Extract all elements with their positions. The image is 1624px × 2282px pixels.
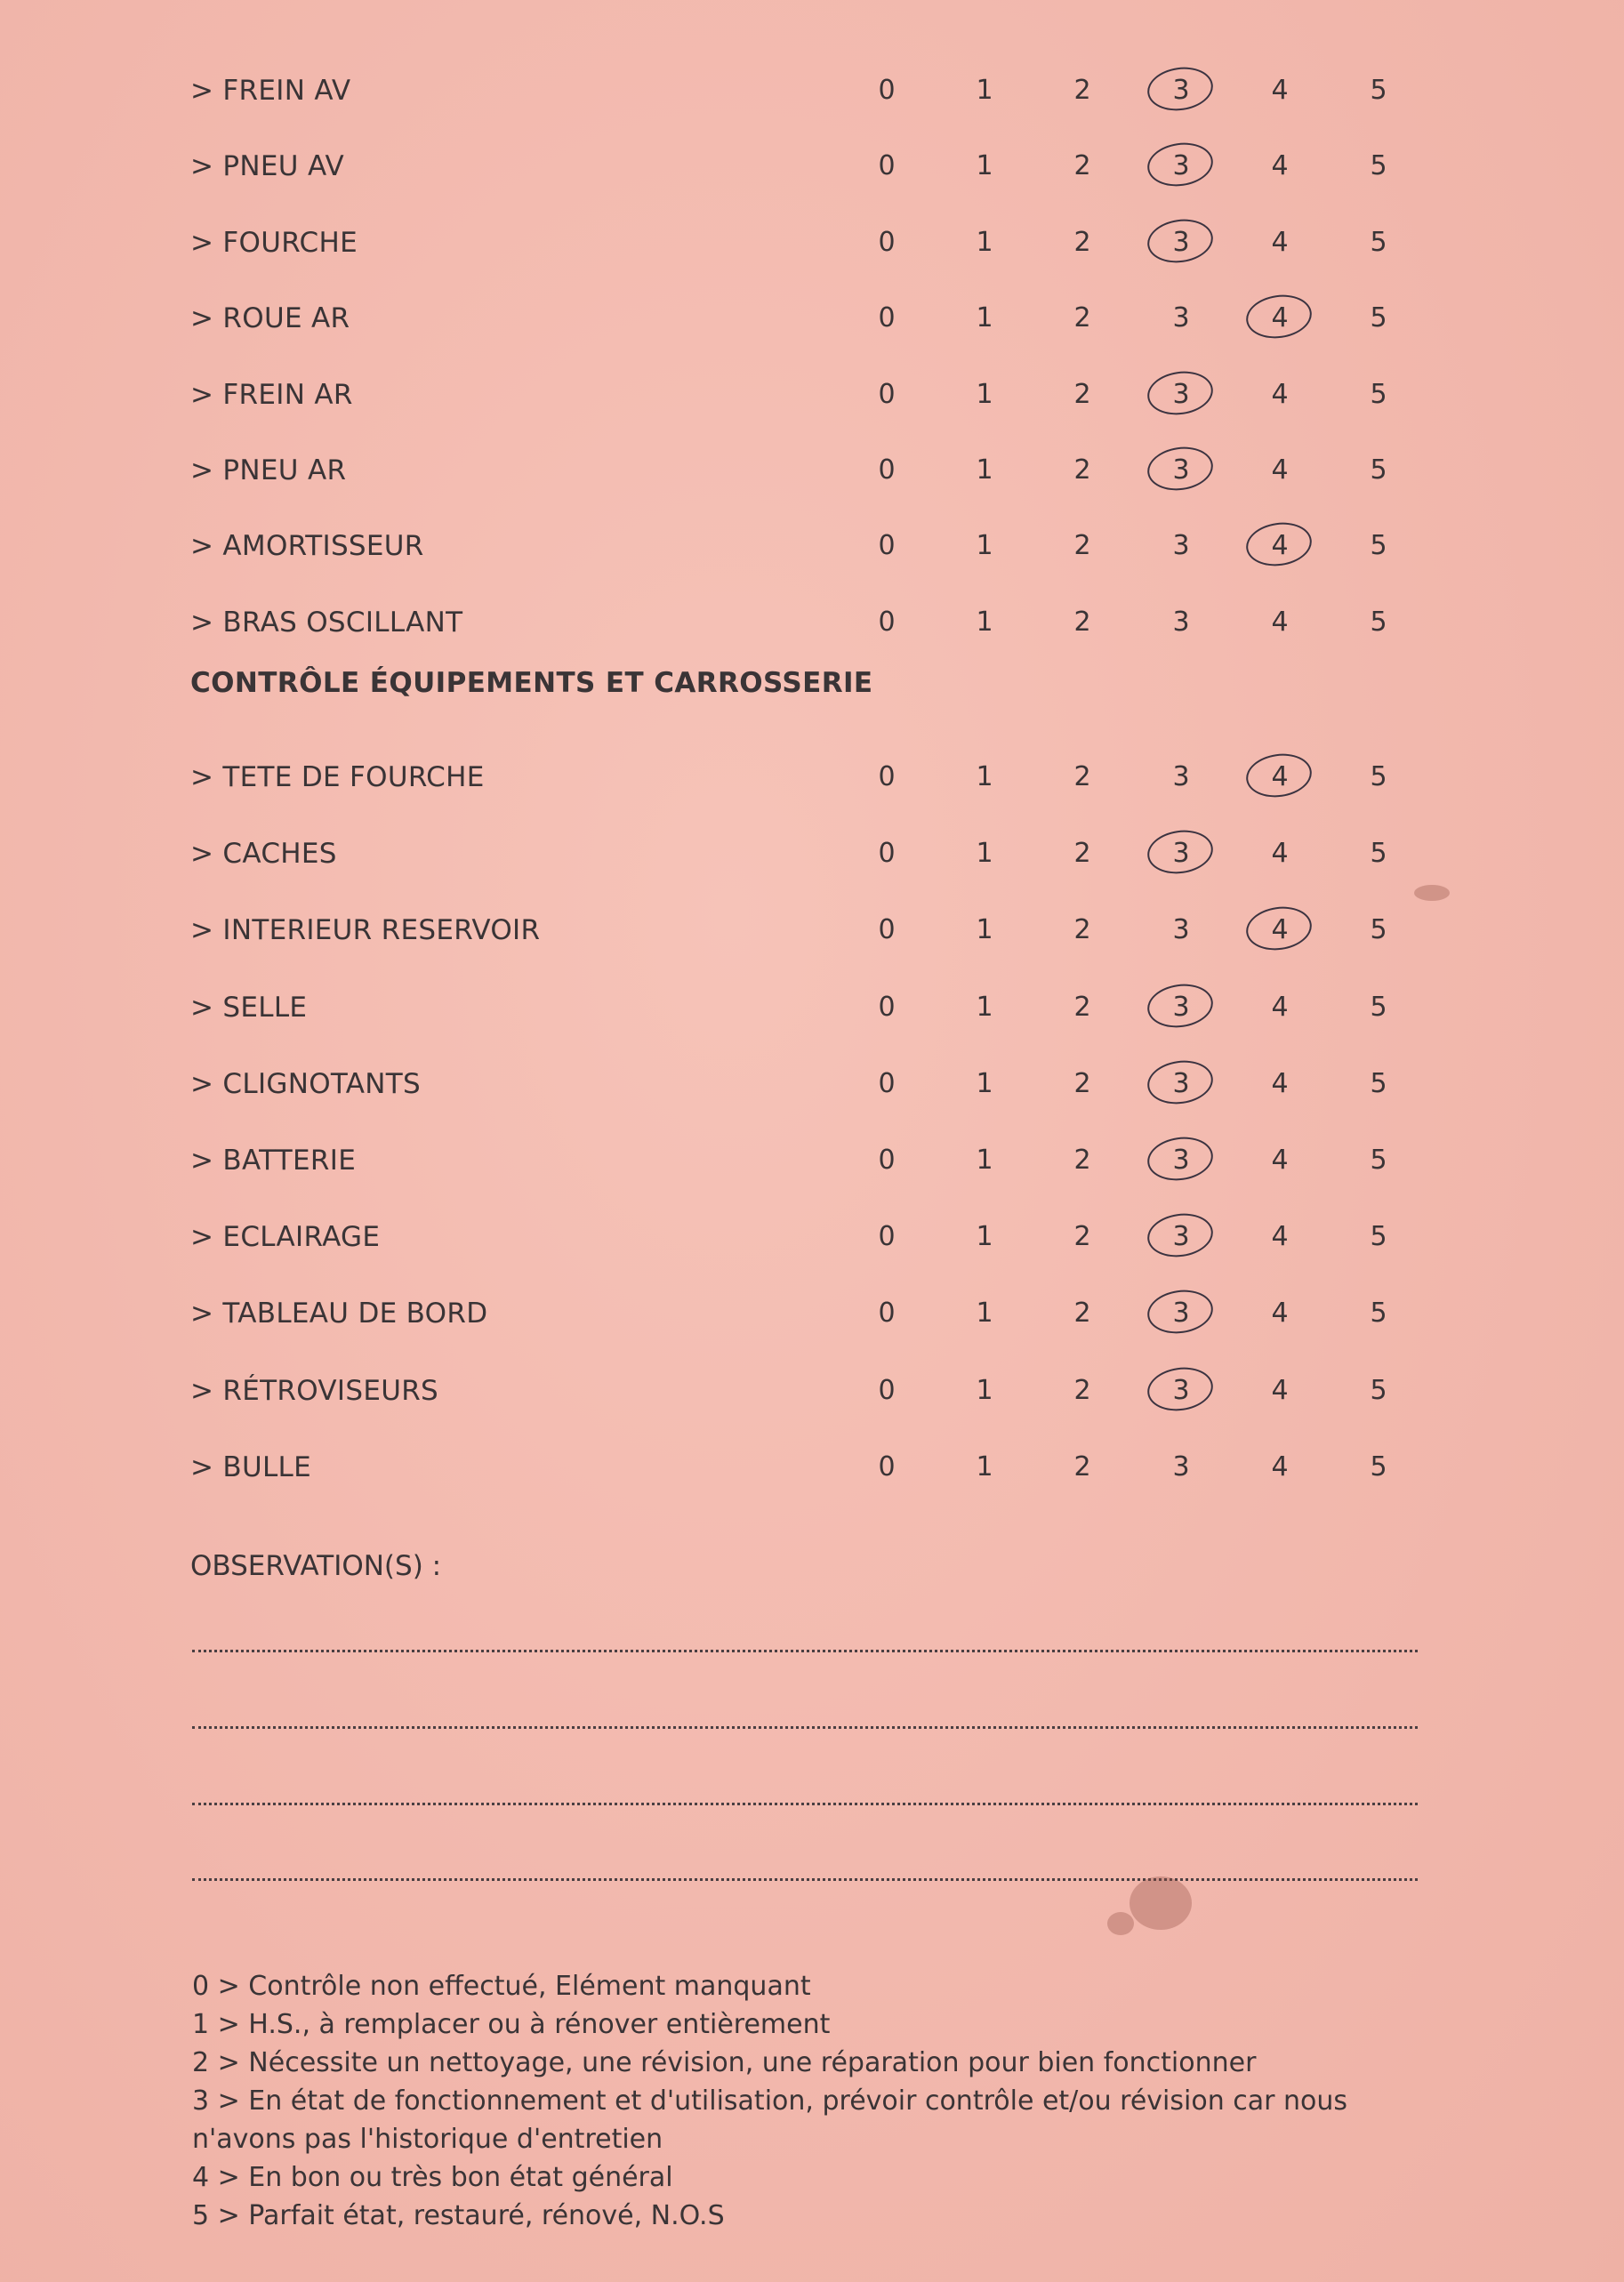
legend-item: 1 > H.S., à remplacer ou à rénover entièrement	[192, 2009, 831, 2040]
score-option-0[interactable]: 0	[878, 530, 896, 562]
score-option-5[interactable]: 5	[1370, 1221, 1387, 1253]
score-option-2[interactable]: 2	[1073, 1450, 1091, 1482]
score-option-5[interactable]: 5	[1370, 914, 1387, 946]
legend-item: 3 > En état de fonctionnement et d'utilisation, prévoir contrôle et/ou révision car nous n'avons pas l'historique d'entretien	[192, 2085, 1348, 2155]
score-option-0[interactable]: 0	[878, 1221, 896, 1253]
checklist-row	[0, 438, 1624, 501]
score-option-2[interactable]: 2	[1073, 1374, 1091, 1406]
score-option-0[interactable]: 0	[878, 1145, 896, 1176]
checklist-row	[0, 134, 1624, 197]
score-option-1[interactable]: 1	[976, 1067, 993, 1099]
score-option-0[interactable]: 0	[878, 1374, 896, 1406]
score-option-0[interactable]: 0	[878, 454, 896, 486]
score-option-2[interactable]: 2	[1073, 302, 1091, 334]
score-option-4[interactable]: 4	[1253, 761, 1306, 792]
score-option-0[interactable]: 0	[878, 378, 896, 410]
score-option-3[interactable]: 3	[1154, 379, 1208, 410]
score-option-4[interactable]: 4	[1253, 302, 1306, 333]
checklist-item-label: > ECLAIRAGE	[190, 1221, 381, 1254]
checklist-item-label: > PNEU AR	[190, 454, 347, 486]
score-option-3[interactable]: 3	[1154, 227, 1208, 258]
score-option-2[interactable]: 2	[1073, 761, 1091, 792]
score-option-0[interactable]: 0	[878, 1067, 896, 1099]
score-option-0[interactable]: 0	[878, 226, 896, 258]
score-option-4[interactable]: 4	[1271, 1221, 1289, 1253]
checklist-row	[0, 1359, 1624, 1421]
checklist-item-label: > CACHES	[190, 838, 337, 871]
score-option-2[interactable]: 2	[1073, 226, 1091, 258]
score-option-1[interactable]: 1	[976, 530, 993, 562]
observation-line[interactable]	[192, 1803, 1418, 1805]
score-option-5[interactable]: 5	[1370, 606, 1387, 638]
score-option-1[interactable]: 1	[976, 761, 993, 792]
score-option-3[interactable]: 3	[1172, 761, 1190, 792]
checklist-row	[0, 1129, 1624, 1191]
score-option-3[interactable]: 3	[1154, 75, 1208, 106]
score-option-4[interactable]: 4	[1271, 606, 1289, 638]
checklist-item-label: > FREIN AR	[190, 378, 353, 411]
section-title: CONTRÔLE ÉQUIPEMENTS ET CARROSSERIE	[190, 667, 873, 699]
checklist-row	[0, 1205, 1624, 1267]
score-option-3[interactable]: 3	[1172, 530, 1190, 562]
score-option-0[interactable]: 0	[878, 838, 896, 870]
score-option-5[interactable]: 5	[1370, 302, 1387, 334]
checklist-item-label: > RÉTROVISEURS	[190, 1374, 439, 1407]
score-option-5[interactable]: 5	[1370, 226, 1387, 258]
score-option-1[interactable]: 1	[976, 1221, 993, 1253]
score-option-4[interactable]: 4	[1271, 75, 1289, 106]
score-option-0[interactable]: 0	[878, 914, 896, 946]
score-option-4[interactable]: 4	[1271, 226, 1289, 258]
score-option-1[interactable]: 1	[976, 150, 993, 182]
score-option-2[interactable]: 2	[1073, 1298, 1091, 1330]
checklist-row	[0, 59, 1624, 121]
score-option-0[interactable]: 0	[878, 1450, 896, 1482]
score-option-4[interactable]: 4	[1271, 991, 1289, 1023]
score-option-1[interactable]: 1	[976, 226, 993, 258]
score-option-3[interactable]: 3	[1154, 1068, 1208, 1099]
score-option-2[interactable]: 2	[1073, 1067, 1091, 1099]
score-option-5[interactable]: 5	[1370, 75, 1387, 106]
score-option-5[interactable]: 5	[1370, 1298, 1387, 1330]
score-option-3[interactable]: 3	[1154, 1221, 1208, 1252]
checklist-item-label: > BATTERIE	[190, 1145, 357, 1177]
score-option-0[interactable]: 0	[878, 1298, 896, 1330]
checklist-item-label: > CLIGNOTANTS	[190, 1067, 421, 1100]
ink-stain	[1130, 1876, 1192, 1930]
score-option-5[interactable]: 5	[1370, 1145, 1387, 1176]
checklist-row	[0, 745, 1624, 808]
ink-stain	[1414, 885, 1450, 901]
checklist-item-label: > FOURCHE	[190, 226, 358, 259]
legend-item: 5 > Parfait état, restauré, rénové, N.O.S	[192, 2200, 725, 2231]
score-option-0[interactable]: 0	[878, 606, 896, 638]
observation-line[interactable]	[192, 1650, 1418, 1652]
score-option-2[interactable]: 2	[1073, 991, 1091, 1023]
score-option-5[interactable]: 5	[1370, 991, 1387, 1023]
score-option-5[interactable]: 5	[1370, 1374, 1387, 1406]
checklist-row	[0, 211, 1624, 273]
score-option-0[interactable]: 0	[878, 75, 896, 106]
score-option-4[interactable]: 4	[1253, 530, 1306, 561]
score-option-5[interactable]: 5	[1370, 1450, 1387, 1482]
score-option-1[interactable]: 1	[976, 1298, 993, 1330]
score-option-2[interactable]: 2	[1073, 606, 1091, 638]
score-option-3[interactable]: 3	[1172, 302, 1190, 334]
score-option-0[interactable]: 0	[878, 150, 896, 182]
score-option-5[interactable]: 5	[1370, 454, 1387, 486]
legend-item: 2 > Nécessite un nettoyage, une révision, une réparation pour bien fonctionner	[192, 2047, 1257, 2078]
score-option-2[interactable]: 2	[1073, 1145, 1091, 1176]
score-option-4[interactable]: 4	[1253, 914, 1306, 945]
checklist-item-label: > AMORTISSEUR	[190, 530, 424, 563]
ink-stain	[1107, 1912, 1134, 1935]
score-option-1[interactable]: 1	[976, 1374, 993, 1406]
score-option-2[interactable]: 2	[1073, 378, 1091, 410]
score-option-3[interactable]: 3	[1172, 1450, 1190, 1482]
score-option-4[interactable]: 4	[1271, 1450, 1289, 1482]
checklist-item-label: > BULLE	[190, 1450, 312, 1483]
score-option-1[interactable]: 1	[976, 838, 993, 870]
score-option-4[interactable]: 4	[1271, 150, 1289, 182]
score-option-0[interactable]: 0	[878, 761, 896, 792]
score-option-2[interactable]: 2	[1073, 838, 1091, 870]
observation-line[interactable]	[192, 1878, 1418, 1881]
checklist-row	[0, 976, 1624, 1038]
checklist-item-label: > INTERIEUR RESERVOIR	[190, 914, 541, 947]
checklist-row	[0, 822, 1624, 884]
score-option-3[interactable]: 3	[1154, 1375, 1208, 1406]
checklist-item-label: > PNEU AV	[190, 150, 344, 183]
score-option-1[interactable]: 1	[976, 991, 993, 1023]
score-option-2[interactable]: 2	[1073, 75, 1091, 106]
score-option-5[interactable]: 5	[1370, 761, 1387, 792]
score-option-1[interactable]: 1	[976, 1145, 993, 1176]
checklist-row	[0, 591, 1624, 653]
score-option-4[interactable]: 4	[1271, 378, 1289, 410]
checklist-item-label: > TETE DE FOURCHE	[190, 761, 485, 793]
score-option-3[interactable]: 3	[1154, 838, 1208, 869]
score-option-5[interactable]: 5	[1370, 1067, 1387, 1099]
score-option-3[interactable]: 3	[1172, 606, 1190, 638]
score-option-4[interactable]: 4	[1271, 1374, 1289, 1406]
score-option-2[interactable]: 2	[1073, 150, 1091, 182]
score-option-3[interactable]: 3	[1172, 914, 1190, 946]
checklist-row	[0, 514, 1624, 576]
score-option-2[interactable]: 2	[1073, 454, 1091, 486]
score-option-1[interactable]: 1	[976, 914, 993, 946]
score-option-3[interactable]: 3	[1154, 992, 1208, 1023]
score-option-5[interactable]: 5	[1370, 530, 1387, 562]
checklist-item-label: > SELLE	[190, 991, 308, 1024]
checklist-row	[0, 1282, 1624, 1344]
observations-label: OBSERVATION(S) :	[190, 1550, 442, 1582]
score-option-5[interactable]: 5	[1370, 838, 1387, 870]
score-option-1[interactable]: 1	[976, 75, 993, 106]
score-option-1[interactable]: 1	[976, 302, 993, 334]
score-option-2[interactable]: 2	[1073, 914, 1091, 946]
checklist-row	[0, 363, 1624, 425]
checklist-item-label: > BRAS OSCILLANT	[190, 606, 463, 639]
checklist-row	[0, 1052, 1624, 1114]
score-option-3[interactable]: 3	[1154, 1145, 1208, 1176]
score-option-1[interactable]: 1	[976, 606, 993, 638]
score-option-4[interactable]: 4	[1271, 1067, 1289, 1099]
checklist-row	[0, 1435, 1624, 1498]
score-option-1[interactable]: 1	[976, 378, 993, 410]
checklist-item-label: > ROUE AR	[190, 302, 350, 335]
score-option-5[interactable]: 5	[1370, 150, 1387, 182]
score-option-1[interactable]: 1	[976, 1450, 993, 1482]
rating-legend	[192, 1967, 1437, 2235]
score-option-4[interactable]: 4	[1271, 1145, 1289, 1176]
checklist-item-label: > FREIN AV	[190, 75, 351, 107]
score-option-2[interactable]: 2	[1073, 530, 1091, 562]
score-option-0[interactable]: 0	[878, 302, 896, 334]
score-option-3[interactable]: 3	[1154, 1298, 1208, 1329]
score-option-5[interactable]: 5	[1370, 378, 1387, 410]
score-option-3[interactable]: 3	[1154, 454, 1208, 486]
score-option-4[interactable]: 4	[1271, 838, 1289, 870]
legend-item: 0 > Contrôle non effectué, Elément manquant	[192, 1971, 811, 2002]
score-option-0[interactable]: 0	[878, 991, 896, 1023]
observation-line[interactable]	[192, 1726, 1418, 1729]
checklist-row	[0, 286, 1624, 349]
checklist-row	[0, 898, 1624, 960]
score-option-4[interactable]: 4	[1271, 454, 1289, 486]
score-option-1[interactable]: 1	[976, 454, 993, 486]
score-option-2[interactable]: 2	[1073, 1221, 1091, 1253]
checklist-item-label: > TABLEAU DE BORD	[190, 1298, 488, 1330]
legend-item: 4 > En bon ou très bon état général	[192, 2162, 673, 2193]
score-option-3[interactable]: 3	[1154, 150, 1208, 181]
score-option-4[interactable]: 4	[1271, 1298, 1289, 1330]
